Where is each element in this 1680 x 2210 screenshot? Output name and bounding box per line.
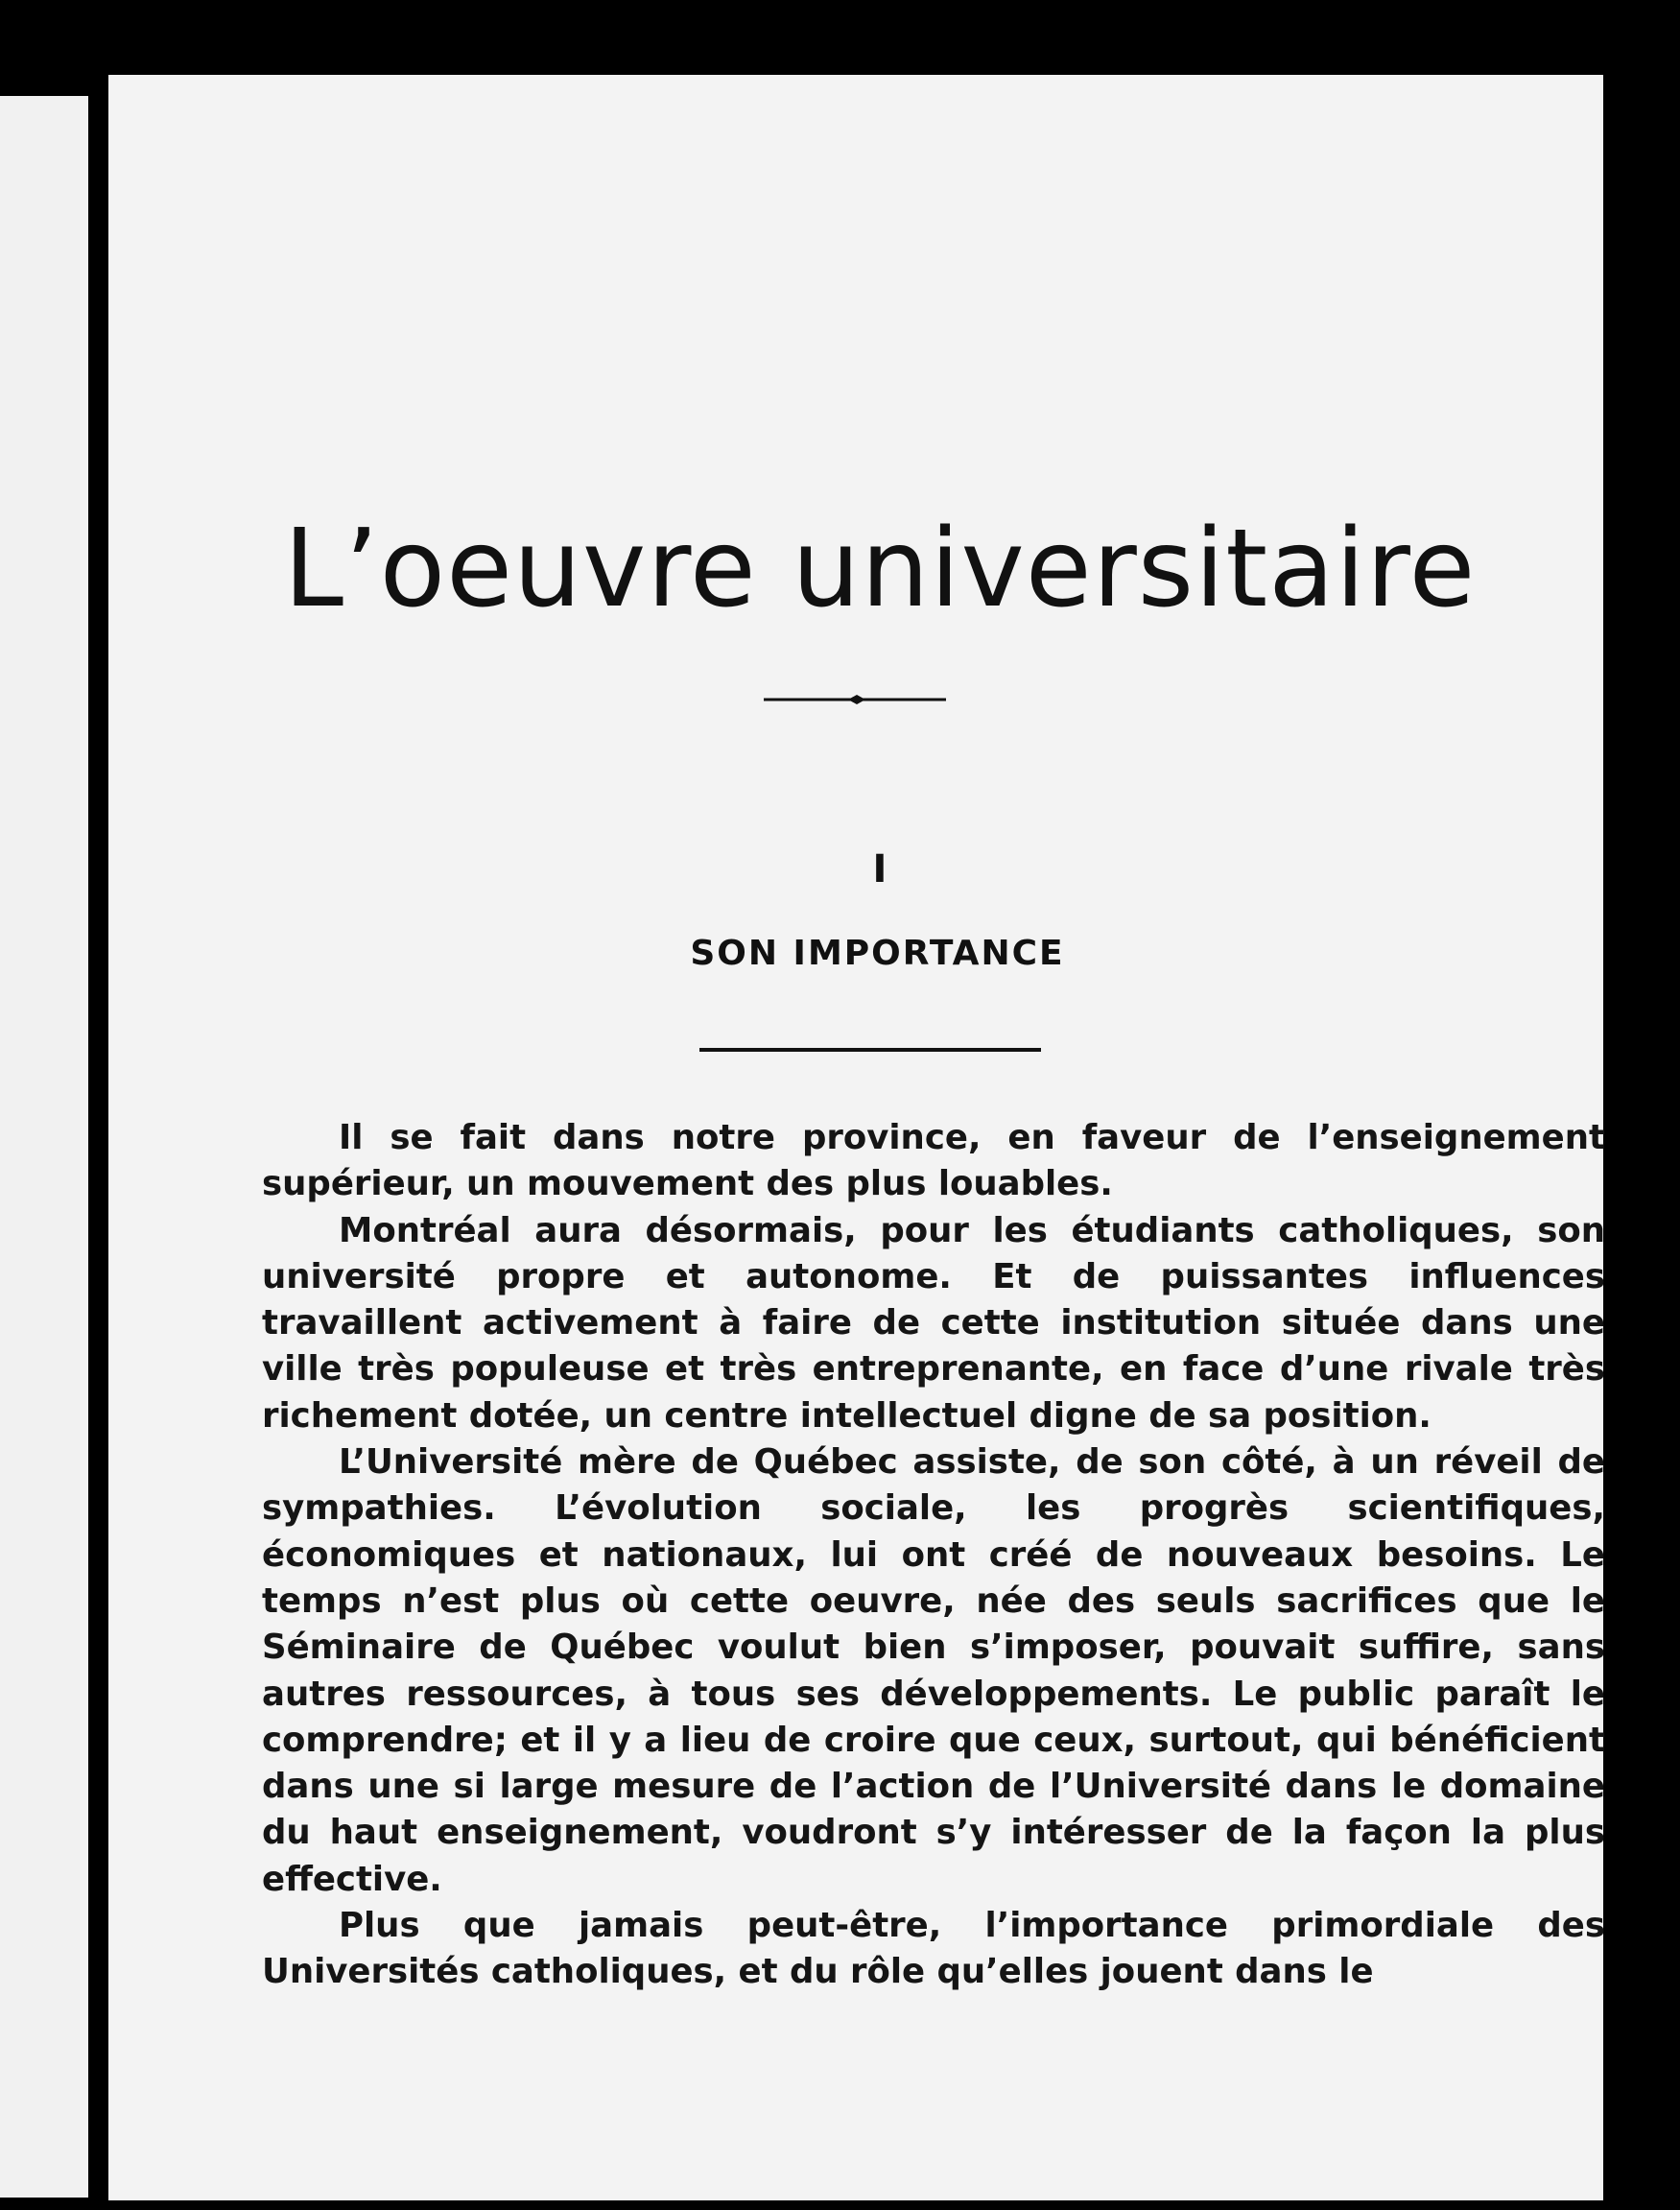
section-rule <box>699 1048 1041 1052</box>
body-text <box>262 1115 1605 1996</box>
paragraph: Plus que jamais peut-être, l’importance primordiale des Universités catholiques, et du rôle qu’elles jouent dans le <box>262 1906 1605 1992</box>
page-title: L’oeuvre universitaire <box>283 507 1477 631</box>
ornament-divider <box>764 690 946 709</box>
adjacent-page-edge <box>0 96 88 2198</box>
book-page <box>108 75 1603 2200</box>
paragraph: Montréal aura désormais, pour les étudiants catholiques, son université propre et autonome. Et de puissantes influences travaillent activement à faire de cette institution située dans une ville très populeuse et très entreprenante, en face d’une rivale très richement dotée, un centre intellectuel digne de sa position. <box>262 1210 1605 1436</box>
chapter-number: I <box>872 847 887 891</box>
chapter-heading: SON IMPORTANCE <box>690 934 1065 973</box>
paragraph: L’Université mère de Québec assiste, de son côté, à un réveil de sympathies. L’évolution sociale, les progrès scientifiques, économiques et nationaux, lui ont créé de nouveaux besoins. Le temps n’est plus où cette oeuvre, née des seuls sacrifices que le Séminaire de Québec voulut bien s’imposer, pouvait suffire, sans autres ressources, à tous ses développements. Le public paraît le comprendre; et il y a lieu de croire que ceux, surtout, qui bénéficient dans une si large mesure de l’action de l’Université dans le domaine du haut enseignement, voudront s’y intéresser de la façon la plus effective. <box>262 1442 1605 1899</box>
paragraph: Il se fait dans notre province, en faveur de l’enseignement supérieur, un mouvement des plus louables. <box>262 1118 1605 1204</box>
